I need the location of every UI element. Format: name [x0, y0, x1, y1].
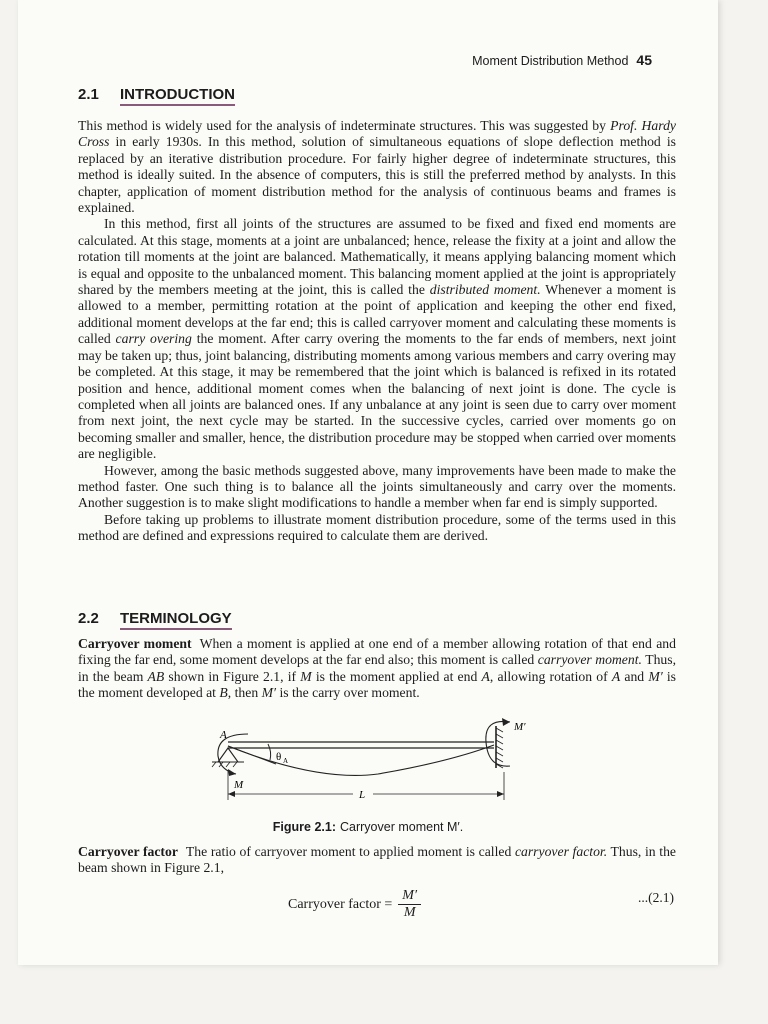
label-a: A [220, 729, 227, 741]
rotation-arc [268, 744, 271, 760]
text-segment: , then [227, 685, 262, 701]
paragraph [78, 216, 676, 462]
text-segment: When a moment is applied at one end of a member allowing rotation of that end and fixing the far end, some moment develops at the far end also; this moment is called [78, 636, 676, 668]
moment-arrowhead-icon [228, 769, 236, 776]
figure-2-1-beam-diagram [198, 712, 558, 812]
figure-caption-text: Carryover moment M′. [340, 820, 464, 834]
text-segment: is the carry over moment. [276, 685, 420, 701]
text-segment: In this method, first all joints of the structures are assumed to be fixed and fixed end moments are calculated. At this stage, moments at a joint are unbalanced; hence, release the fixity at a joint and allow the rotation till moments at the joint are balanced. Mathematically, it means applying balancing moment which is equal and opposite to the unbalanced moment. This balancing moment applied at the joint is appropriately shared by the members meeting at the joint, this is called the [78, 216, 676, 298]
text-segment: Before taking up problems to illustrate moment distribution procedure, some of the terms used in this method are defined and expressions required to calculate them are derived. [78, 511, 676, 544]
carryover-factor-definition [78, 844, 676, 877]
support-hatch [212, 762, 216, 767]
paragraph [78, 118, 676, 216]
carryover-arrowhead-icon [502, 718, 510, 726]
text-segment: , allowing rotation of [489, 668, 612, 684]
text-segment: and [620, 668, 649, 684]
text-segment: The ratio of carryover moment to applied moment is called [185, 844, 515, 859]
book-page [18, 0, 718, 965]
pin-support-icon [218, 748, 238, 762]
equation-fraction [398, 888, 421, 921]
text-segment: in early 1930s. In this method, solution of simultaneous equations of slope deflection method is replaced by an iterative distribution procedure. For fairly higher degree of indeterminate structures, this method is ideally suited. In the absence of computers, this is still the preferred method by analysts. In this chapter, application of moment distribution method for the analysis of continuous beams and frames is explained. [78, 134, 676, 216]
text-segment: distributed moment. [429, 282, 541, 298]
text-segment: is the moment developed at [78, 668, 677, 701]
section-number: 2.1 [78, 86, 99, 103]
term-carryover-factor: Carryover factor [78, 844, 178, 859]
running-header [472, 52, 652, 68]
carryover-moment-definition [78, 636, 676, 702]
rotation-tangent-line [228, 746, 276, 764]
text-segment: M [300, 668, 312, 684]
equation-denominator: M [403, 905, 416, 920]
figure-caption [18, 820, 718, 834]
text-segment: Whenever a moment is allowed to a member, permitting rotation at the point of application and keeping the other end fixed, additional moment develops at the far end; this is called carryover moment and calculating these moments is called [78, 282, 676, 347]
text-segment: AB [147, 668, 165, 684]
dimension-arrow-right-icon [497, 791, 504, 797]
text-segment: However, among the basic methods suggested above, many improvements have been made to make the method faster. One such thing is to balance all the joints simultaneously and carry over the moments. Another suggestion is to make slight modifications to handle a member when far end is simply supported. [78, 462, 676, 511]
text-segment: Thus, in the beam [78, 652, 676, 684]
label-m: M [234, 779, 244, 791]
label-m-prime: M′ [514, 721, 526, 733]
text-segment: carry overing [115, 331, 192, 347]
equation-lhs: Carryover factor = [288, 896, 393, 912]
running-title: Moment Distribution Method [472, 54, 629, 68]
text-segment: A [481, 668, 490, 684]
equation-numerator: M′ [398, 888, 421, 905]
label-theta-subscript: A [283, 757, 289, 765]
equation-number: ...(2.1) [638, 890, 674, 905]
section-title: INTRODUCTION [120, 86, 235, 106]
text-segment: carryover factor. [514, 844, 608, 859]
text-segment: shown in Figure 2.1, if [164, 668, 301, 684]
equation-2-1 [288, 888, 421, 921]
text-segment: is the moment applied at end [311, 668, 482, 684]
section-number: 2.2 [78, 610, 99, 627]
text-segment: M′ [261, 685, 277, 701]
label-theta: θ [276, 751, 282, 763]
text-segment: B [219, 685, 228, 701]
paragraph [78, 512, 676, 545]
text-segment: A [611, 668, 621, 684]
figure-caption-label: Figure 2.1: [272, 820, 336, 834]
introduction-body [78, 118, 676, 545]
label-l: L [359, 789, 366, 801]
dimension-arrow-left-icon [228, 791, 235, 797]
section-title: TERMINOLOGY [120, 610, 232, 630]
term-carryover-moment: Carryover moment [78, 636, 192, 651]
section-heading-introduction [78, 86, 235, 103]
section-heading-terminology [78, 610, 232, 627]
text-segment: This method is widely used for the analysis of indeterminate structures. This was suggested by [78, 118, 611, 133]
text-segment: the moment. After carry overing the moments to the far ends of members, next joint may be taken up; thus, joint balancing, distributing moments among various members and carry overing may be completed. At this stage, it may be remembered that the joint which is balanced is refixed in its rotated position and hence, additional moment comes when the balancing of next joint is done. The cycle is completed when all joints are balanced ones. If any unbalance at any joint is seen due to carry over moment from next joint, the next cycle may be started. In the successive cycles, carried over moments go on becoming smaller and smaller, hence, the distribution procedure may be stopped when carried over moments are negligible. [78, 331, 676, 462]
support-hatch [233, 762, 237, 767]
support-hatch [226, 762, 230, 767]
paragraph [78, 463, 676, 512]
deflected-shape-curve [228, 745, 494, 775]
text-segment: M′ [648, 668, 663, 684]
fixed-support-hatching [496, 728, 503, 768]
text-segment: Thus, in the beam shown in Figure 2.1, [78, 844, 676, 876]
text-segment: Prof. Hardy Cross [78, 118, 676, 150]
page-number: 45 [636, 52, 652, 68]
text-segment: carryover moment. [537, 652, 642, 668]
